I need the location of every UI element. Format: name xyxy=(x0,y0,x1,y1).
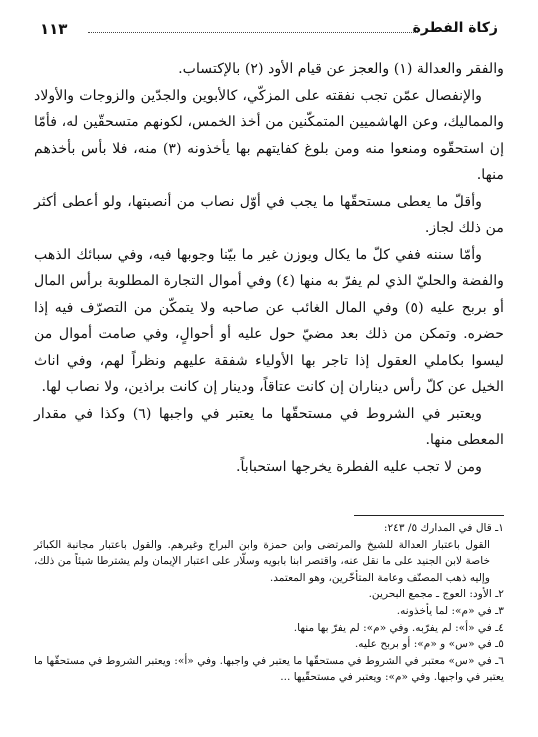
paragraph-6: ومن لا تجب عليه الفطرة يخرجها استحباباً. xyxy=(235,458,482,475)
page-header xyxy=(40,18,498,46)
page-number: ١١٣ xyxy=(40,20,68,38)
footnotes xyxy=(34,520,504,686)
running-title: زكاة الفطرة xyxy=(412,20,498,36)
footnote-4: ٤ـ في «أ»: لم يفرّبه. وفي «م»: لم يفرّ بها منها. xyxy=(293,621,504,634)
footnote-1: ١ـ قال في المدارك ٥/ ٢٤٣: xyxy=(383,522,504,534)
footnote-separator xyxy=(354,515,504,516)
paragraph-2: والإنفصال عمّن تجب نفقته على المزكّي، كالأبوين والجدّين والزوجات والأولاد والمماليك، وعن الهاشميين المتمكّنين من أخذ الخمس، لكونهم متسحقّين له، فأمّا إن استحقّوه ومنعوا منه ومن بلوغ كفايتهم بها يأخذونه (٣) منه، فلا بأس بأخذهم منها. xyxy=(34,87,505,183)
paragraph-5: ويعتبر في الشروط في مستحقّها ما يعتبر في واجبها (٦) وكذا في مقدار المعطى منها. xyxy=(34,405,504,448)
paragraph-1: والفقر والعدالة (١) والعجز عن قيام الأود (٢) بالإكتساب. xyxy=(178,61,504,77)
paragraph-3: وأقلّ ما يعطى مستحقّها ما يجب في أوّل نصاب من أنصبتها، ولو أعطى أكثر من ذلك لجاز. xyxy=(34,193,504,236)
footnote-1-quote: القول باعتبار العدالة للشيخ والمرتضى وابن حمزة وابن البراج وغيرهم. والقول باعتبار مجانبة الكبائر خاصة لابن الجنيد على ما نقل عنه، واقتصر ابنا بابويه وسلّار على اعتبار الإيمان ولم يشترطا شيئاً من ذلك، وإليه ذهب المصنّف وعامة المتأخّرين، وهو المعتمد. xyxy=(34,538,490,584)
footnote-6: ٦ـ في «س» معتبر في الشروط في مستحقّها ما يعتبر في واجبها. وفي «أ»: ويعتبر الشروط في مستحقّها ما يعتبر في واجبها. وفي «م»: ويعتبر في مستحقّيها ... xyxy=(34,654,504,684)
footnote-2: ٢ـ الأود: العوج ـ مجمع البحرين. xyxy=(368,588,504,601)
paragraph-4: وأمّا سننه ففي كلّ ما يكال ويوزن غير ما بيّنا وجوبها فيه، وفي سبائك الذهب والفضة والحليّ الذي لم يفرّ به منها (٤) وفي أموال التجارة المطلوبة برأس المال أو بربح عليه (٥) وفي المال الغائب عن صاحبه ولا يتمكّن من التصرّف فيه إذا حضره. وتمكن من ذلك بعد مضيّ حول عليه أو أحوالٍ، وفي صامت أموال من ليسوا بكاملي العقول إذا تاجر بها الأولياء شفقة عليهم ونظراً لهم، وفي اناث الخيل عن كلّ رأس ديناران إن كانت عتاقاً، ودينار إن كانت براذين، ولا نصاب لها. xyxy=(34,246,504,395)
footnote-5: ٥ـ في «س» و «م»: أو بربح عليه. xyxy=(354,638,504,651)
main-text xyxy=(34,56,504,480)
header-dotted-rule xyxy=(88,32,418,33)
footnote-3: ٣ـ في «م»: لما يأخذونه. xyxy=(396,604,504,617)
